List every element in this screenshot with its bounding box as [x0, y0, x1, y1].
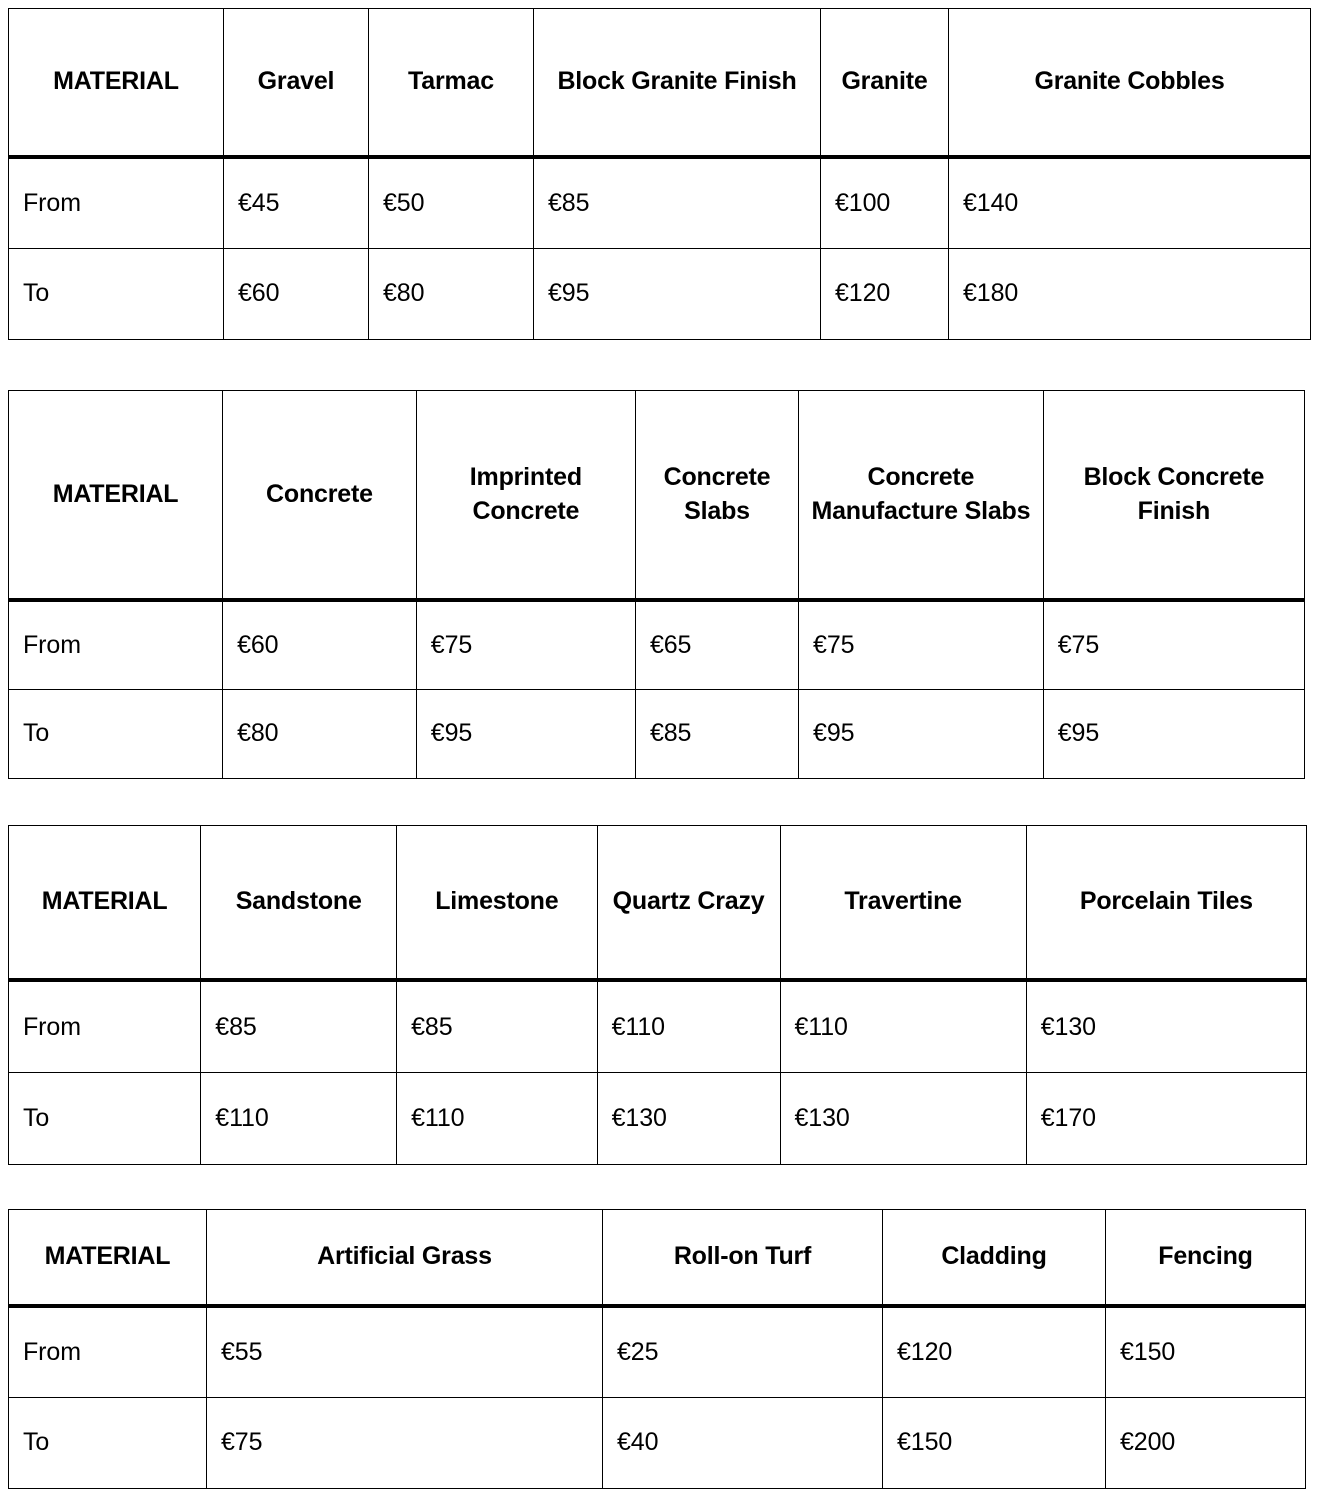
table-row — [9, 600, 1305, 689]
cell-from-gravel: €45 — [224, 157, 369, 248]
table-2-body — [9, 600, 1305, 778]
table-header-row — [9, 9, 1311, 158]
column-header-fencing: Fencing — [1106, 1210, 1306, 1307]
material-price-table-1 — [8, 8, 1311, 340]
cell-to-cladding: €150 — [883, 1397, 1106, 1488]
cell-from-concrete: €60 — [223, 600, 417, 689]
column-header-material: MATERIAL — [9, 9, 224, 158]
cell-from-granite: €100 — [821, 157, 949, 248]
cell-to-concrete-manufacture-slabs: €95 — [799, 689, 1044, 778]
column-header-tarmac: Tarmac — [369, 9, 534, 158]
column-header-block-granite-finish: Block Granite Finish — [534, 9, 821, 158]
cell-from-concrete-slabs: €65 — [635, 600, 798, 689]
cell-to-limestone: €110 — [397, 1072, 598, 1164]
column-header-material: MATERIAL — [9, 1210, 207, 1307]
column-header-limestone: Limestone — [397, 826, 598, 981]
column-header-concrete-manufacture-slabs: Concrete Manufacture Slabs — [799, 391, 1044, 601]
table-row — [9, 157, 1311, 248]
cell-to-artificial-grass: €75 — [207, 1397, 603, 1488]
row-label-from: From — [9, 1306, 207, 1397]
cell-to-roll-on-turf: €40 — [603, 1397, 883, 1488]
table-1-head — [9, 9, 1311, 158]
cell-from-cladding: €120 — [883, 1306, 1106, 1397]
cell-to-block-concrete-finish: €95 — [1043, 689, 1304, 778]
table-row — [9, 689, 1305, 778]
column-header-travertine: Travertine — [780, 826, 1026, 981]
table-row — [9, 248, 1311, 339]
column-header-granite: Granite — [821, 9, 949, 158]
column-header-porcelain-tiles: Porcelain Tiles — [1026, 826, 1306, 981]
column-header-quartz-crazy: Quartz Crazy — [597, 826, 780, 981]
cell-to-imprinted-concrete: €95 — [416, 689, 635, 778]
cell-from-porcelain-tiles: €130 — [1026, 980, 1306, 1072]
column-header-concrete: Concrete — [223, 391, 417, 601]
table-3-head — [9, 826, 1307, 981]
cell-to-travertine: €130 — [780, 1072, 1026, 1164]
row-label-from: From — [9, 157, 224, 248]
table-header-row — [9, 826, 1307, 981]
cell-from-granite-cobbles: €140 — [949, 157, 1311, 248]
cell-from-sandstone: €85 — [201, 980, 397, 1072]
column-header-gravel: Gravel — [224, 9, 369, 158]
cell-from-quartz-crazy: €110 — [597, 980, 780, 1072]
cell-from-block-granite-finish: €85 — [534, 157, 821, 248]
row-label-to: To — [9, 689, 223, 778]
column-header-material: MATERIAL — [9, 826, 201, 981]
cell-to-quartz-crazy: €130 — [597, 1072, 780, 1164]
table-header-row — [9, 391, 1305, 601]
column-header-block-concrete-finish: Block Concrete Finish — [1043, 391, 1304, 601]
column-header-artificial-grass: Artificial Grass — [207, 1210, 603, 1307]
column-header-granite-cobbles: Granite Cobbles — [949, 9, 1311, 158]
table-2-head — [9, 391, 1305, 601]
column-header-cladding: Cladding — [883, 1210, 1106, 1307]
cell-from-tarmac: €50 — [369, 157, 534, 248]
table-3-body — [9, 980, 1307, 1164]
cell-from-block-concrete-finish: €75 — [1043, 600, 1304, 689]
cell-from-fencing: €150 — [1106, 1306, 1306, 1397]
cell-to-gravel: €60 — [224, 248, 369, 339]
table-4-head — [9, 1210, 1306, 1307]
row-label-to: To — [9, 1397, 207, 1488]
cell-from-imprinted-concrete: €75 — [416, 600, 635, 689]
cell-from-concrete-manufacture-slabs: €75 — [799, 600, 1044, 689]
cell-to-tarmac: €80 — [369, 248, 534, 339]
cell-to-fencing: €200 — [1106, 1397, 1306, 1488]
cell-from-artificial-grass: €55 — [207, 1306, 603, 1397]
cell-to-block-granite-finish: €95 — [534, 248, 821, 339]
table-row — [9, 1306, 1306, 1397]
cell-to-granite: €120 — [821, 248, 949, 339]
table-1-body — [9, 157, 1311, 339]
cell-from-roll-on-turf: €25 — [603, 1306, 883, 1397]
material-price-table-3 — [8, 825, 1307, 1165]
cell-to-sandstone: €110 — [201, 1072, 397, 1164]
cell-from-travertine: €110 — [780, 980, 1026, 1072]
column-header-sandstone: Sandstone — [201, 826, 397, 981]
table-header-row — [9, 1210, 1306, 1307]
column-header-material: MATERIAL — [9, 391, 223, 601]
cell-to-concrete-slabs: €85 — [635, 689, 798, 778]
column-header-imprinted-concrete: Imprinted Concrete — [416, 391, 635, 601]
row-label-from: From — [9, 600, 223, 689]
column-header-roll-on-turf: Roll-on Turf — [603, 1210, 883, 1307]
row-label-from: From — [9, 980, 201, 1072]
row-label-to: To — [9, 248, 224, 339]
cell-to-granite-cobbles: €180 — [949, 248, 1311, 339]
table-row — [9, 980, 1307, 1072]
column-header-concrete-slabs: Concrete Slabs — [635, 391, 798, 601]
table-4-body — [9, 1306, 1306, 1488]
cell-to-porcelain-tiles: €170 — [1026, 1072, 1306, 1164]
material-price-table-4 — [8, 1209, 1306, 1489]
cell-from-limestone: €85 — [397, 980, 598, 1072]
table-row — [9, 1397, 1306, 1488]
material-price-table-2 — [8, 390, 1305, 779]
row-label-to: To — [9, 1072, 201, 1164]
cell-to-concrete: €80 — [223, 689, 417, 778]
table-row — [9, 1072, 1307, 1164]
